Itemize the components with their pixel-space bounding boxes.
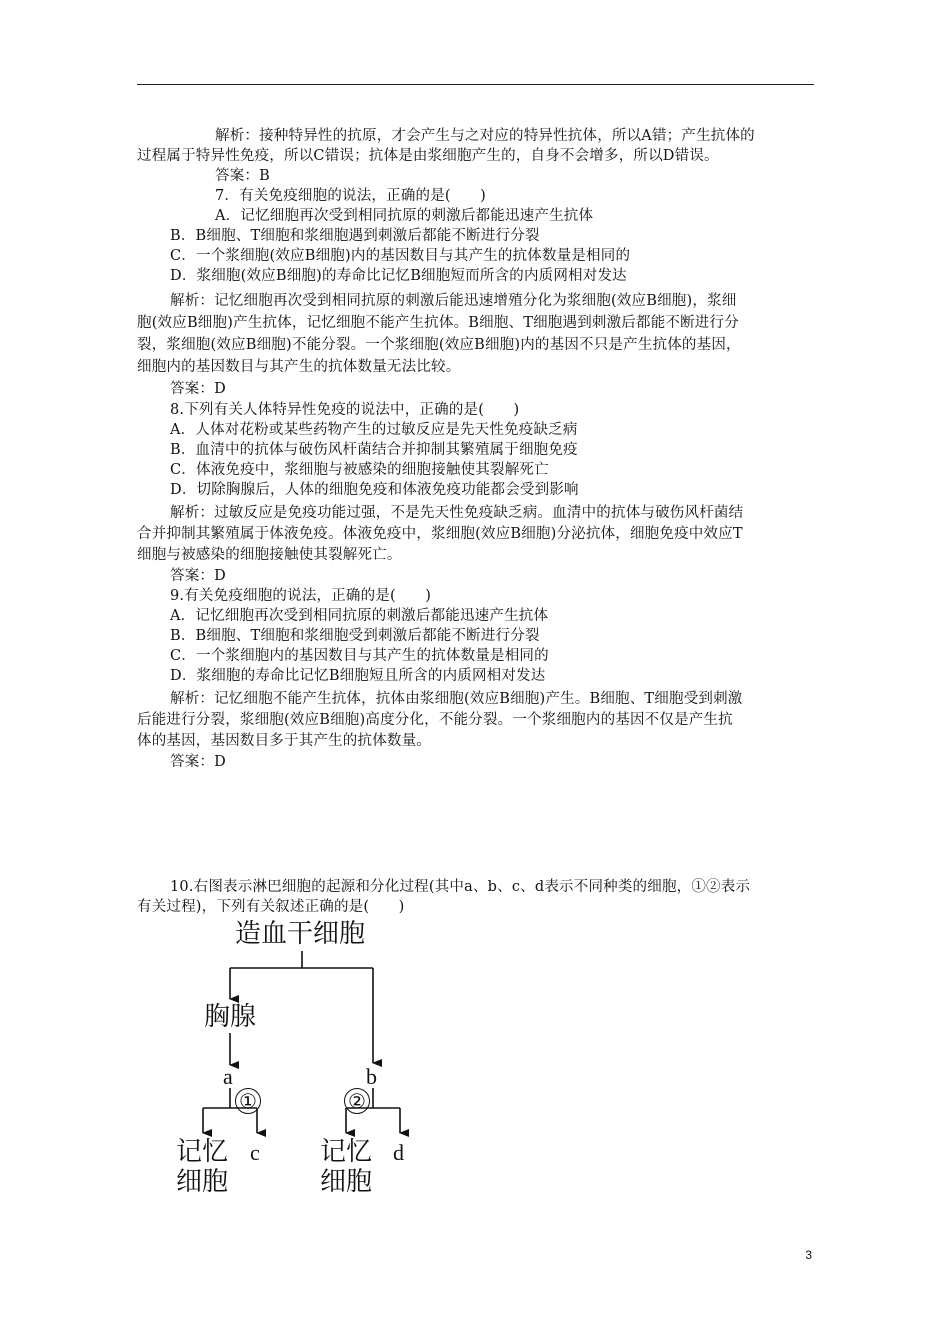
option-b: B．B细胞、T细胞和浆细胞受到刺激后都能不断进行分裂 <box>170 628 540 644</box>
option-d: D．切除胸腺后，人体的细胞免疫和体液免疫功能都会受到影响 <box>170 482 579 498</box>
text-line: 答案：B <box>215 168 270 184</box>
question-9: 9.有关免疫细胞的说法，正确的是( ) <box>170 588 432 604</box>
lymphocyte-diagram <box>160 915 460 1205</box>
hematopoietic-stem-cell-label: 造血干细胞 <box>235 919 366 949</box>
text-line: 过程属于特异性免疫，所以C错误；抗体是由浆细胞产生的，自身不会增多，所以D错误。 <box>137 148 719 164</box>
option-a: A．人体对花粉或某些药物产生的过敏反应是先天性免疫缺乏病 <box>170 422 578 438</box>
thymus-label: 胸腺 <box>204 1002 257 1032</box>
option-a: A．记忆细胞再次受到相同抗原的刺激后都能迅速产生抗体 <box>170 608 549 624</box>
process-2-label: ② <box>344 1088 370 1114</box>
option-c: C．体液免疫中，浆细胞与被感染的细胞接触使其裂解死亡 <box>170 462 549 478</box>
option-b: B．B细胞、T细胞和浆细胞遇到刺激后都能不断进行分裂 <box>170 228 540 244</box>
text-line: 解析：过敏反应是免疫功能过强，不是先天性免疫缺乏病。血清中的抗体与破伤风杆菌结 <box>170 505 744 521</box>
text-line: 细胞与被感染的细胞接触使其裂解死亡。 <box>137 547 402 563</box>
option-c: C．一个浆细胞内的基因数目与其产生的抗体数量是相同的 <box>170 648 549 664</box>
memory-cell-left-label: 记忆 <box>176 1137 229 1167</box>
memory-cell-left-label: 细胞 <box>176 1167 229 1197</box>
question-8: 8.下列有关人体特异性免疫的说法中，正确的是( ) <box>170 402 520 418</box>
cell-b-label: b <box>366 1064 377 1089</box>
option-d: D．浆细胞(效应B细胞)的寿命比记忆B细胞短而所含的内质网相对发达 <box>170 268 627 284</box>
text-line: 胞(效应B细胞)产生抗体，记忆细胞不能产生抗体。B细胞、T细胞遇到刺激后都能不断进行分 <box>137 315 739 331</box>
option-c: C．一个浆细胞(效应B细胞)内的基因数目与其产生的抗体数量是相同的 <box>170 248 631 264</box>
text-line: 后能进行分裂，浆细胞(效应B细胞)高度分化，不能分裂。一个浆细胞内的基因不仅是产生抗 <box>137 712 733 728</box>
text-line: 解析：记忆细胞再次受到相同抗原的刺激后能迅速增殖分化为浆细胞(效应B细胞)，浆细 <box>170 293 737 309</box>
cell-d-label: d <box>393 1140 404 1165</box>
cell-a-label: a <box>223 1064 233 1089</box>
option-b: B．血清中的抗体与破伤风杆菌结合并抑制其繁殖属于细胞免疫 <box>170 442 578 458</box>
text-line: 解析：记忆细胞不能产生抗体，抗体由浆细胞(效应B细胞)产生。B细胞、T细胞受到刺激 <box>170 691 743 707</box>
text-line: 解析：接种特异性的抗原，才会产生与之对应的特异性抗体，所以A错；产生抗体的 <box>215 128 755 144</box>
answer: 答案：D <box>170 381 226 397</box>
text-line: 裂，浆细胞(效应B细胞)不能分裂。一个浆细胞(效应B细胞)内的基因不只是产生抗体的基因， <box>137 337 741 353</box>
question-7: 7．有关免疫细胞的说法，正确的是( ) <box>215 188 487 204</box>
answer: 答案：D <box>170 754 226 770</box>
cell-c-label: c <box>250 1140 260 1165</box>
process-1-label: ① <box>235 1088 261 1114</box>
text-line: 体的基因，基因数目多于其产生的抗体数量。 <box>137 733 431 749</box>
memory-cell-right-label: 细胞 <box>320 1167 373 1197</box>
option-d: D．浆细胞的寿命比记忆B细胞短且所含的内质网相对发达 <box>170 668 546 684</box>
memory-cell-right-label: 记忆 <box>320 1137 373 1167</box>
option-a: A．记忆细胞再次受到相同抗原的刺激后都能迅速产生抗体 <box>215 208 594 224</box>
text-line: 有关过程)，下列有关叙述正确的是( ) <box>137 899 405 915</box>
text-line: 细胞内的基因数目与其产生的抗体数量无法比较。 <box>137 359 461 375</box>
header-rule <box>137 84 814 85</box>
answer: 答案：D <box>170 568 226 584</box>
question-10: 10.右图表示淋巴细胞的起源和分化过程(其中a、b、c、d表示不同种类的细胞，①②表示 <box>170 879 751 895</box>
page-number: 3 <box>805 1248 812 1262</box>
text-line: 合并抑制其繁殖属于体液免疫。体液免疫中，浆细胞(效应B细胞)分泌抗体，细胞免疫中效应T <box>137 526 743 542</box>
